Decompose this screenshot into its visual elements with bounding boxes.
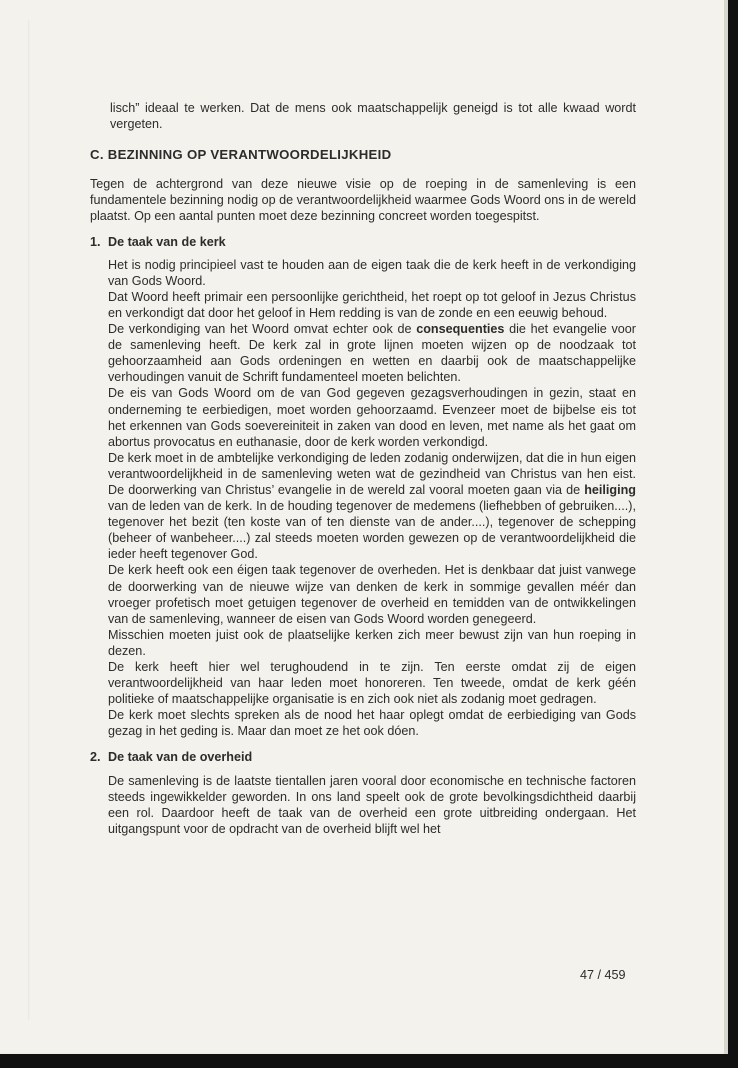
scan-border: [728, 0, 738, 1068]
emphasis-heiliging: heiliging: [584, 482, 636, 497]
subsection-1-title: De taak van de kerk: [108, 234, 226, 249]
paragraph: De samenleving is de laatste tientallen jaren vooral door economische en technische factoren steeds ingewikkelder geworden. In ons land speelt ook de grote bevolkingsdichtheid daarbij een rol. Daardoor heeft de taak van de overheid een grote uitbreiding ondergaan. Het uitgangspunt voor de opdracht van de overheid blijft wel het: [108, 773, 636, 836]
document-body: [90, 100, 636, 837]
subsection-1-number: 1.: [90, 234, 101, 249]
subsection-2-title: De taak van de overheid: [108, 750, 253, 765]
paragraph: De kerk moet in de ambtelijke verkondiging de leden zodanig onderwijzen, dat die in hun eigen verantwoordelijkheid in de samenleving weten wat de gezindheid van Christus van hen eist. De doorwerking van Christus’ evangelie in de wereld zal vooral moeten gaan via de heiliging van de leden van de kerk. In de houding tegenover de medemens (liefhebben of gebruiken....), tegenover het bezit (ten koste van of ten dienste van de ander....), tegenover de schepping (beheer of wanbeheer....) zal steeds moeten worden gewezen op de verantwoordelijkheid die ieder heeft tegenover God.: [108, 450, 636, 562]
subsection-1-heading: [90, 234, 636, 250]
paragraph: Dat Woord heeft primair een persoonlijke gerichtheid, het roept op tot geloof in Jezus Christus en verkondigt dat door het geloof in Hem redding is van de zonde en een eeuwig behoud.: [108, 289, 636, 320]
intro-paragraph: lisch” ideaal te werken. Dat de mens ook maatschappelijk geneigd is tot alle kwaad wordt vergeten.: [110, 101, 636, 132]
page-number: 47 / 459: [580, 968, 626, 982]
section-c-intro-paragraph: Tegen de achtergrond van deze nieuwe visie op de roeping in de samenleving is een fundamentele bezinning nodig op de verantwoordelijkheid waarmee Gods Woord ons in de wereld plaatst. Op een aantal punten moet deze bezinning concreet worden toegespitst.: [90, 177, 636, 224]
page-edge: [28, 20, 30, 1020]
emphasis-consequenties: consequenties: [416, 322, 505, 337]
subsection-2-body: [90, 773, 636, 837]
scan-border: [0, 1054, 738, 1068]
section-c-heading: C. BEZINNING OP VERANTWOORDELIJKHEID: [90, 147, 392, 163]
paragraph: Misschien moeten juist ook de plaatselijke kerken zich meer bewust zijn van hun roeping in dezen.: [108, 627, 636, 658]
subsection-2-heading: [90, 749, 636, 765]
subsection-2-number: 2.: [90, 750, 101, 765]
paragraph: De verkondiging van het Woord omvat echter ook de consequenties die het evangelie voor de samenleving heeft. De kerk zal in grote lijnen moeten wijzen op de noodzaak tot gehoorzaamheid aan Gods ordeningen en wetten en daarbij ook de maatschappelijke verhoudingen vanuit de Schrift fundamenteel moeten belichten.: [108, 322, 636, 385]
paragraph: De kerk heeft hier wel terughoudend in te zijn. Ten eerste omdat zij de eigen verantwoordelijkheid van haar leden moet honoreren. Ten tweede, omdat de kerk géén politieke of maatschappelijke organisatie is en zich ook niet als zodanig moet gedragen.: [108, 660, 636, 707]
paragraph: De eis van Gods Woord om de van God gegeven gezagsverhoudingen in gezin, staat en onderneming te eerbiedigen, moet worden gehoorzaamd. Evenzeer moet de bijbelse eis tot het erkennen van Gods soevereiniteit in zaken van dood en leven, met name als het gaat om abortus provocatus en euthanasie, door de kerk worden verkondigd.: [108, 386, 636, 449]
paragraph: De kerk moet slechts spreken als de nood het haar oplegt omdat de eerbiediging van Gods gezag in het geding is. Maar dan moet ze het ook dóen.: [108, 708, 636, 739]
paragraph: Het is nodig principieel vast te houden aan de eigen taak die de kerk heeft in de verkondiging van Gods Woord.: [108, 257, 636, 288]
paragraph: De kerk heeft ook een éigen taak tegenover de overheden. Het is denkbaar dat juist vanwege de doorwerking van de nieuwe wijze van denken de kerk in sommige gevallen méér dan vroeger profetisch moet getuigen tegenover de overheid en temidden van de ontwikkelingen van de samenleving, wanneer de eisen van Gods Woord worden genegeerd.: [108, 563, 636, 626]
subsection-1-body: [90, 257, 636, 740]
